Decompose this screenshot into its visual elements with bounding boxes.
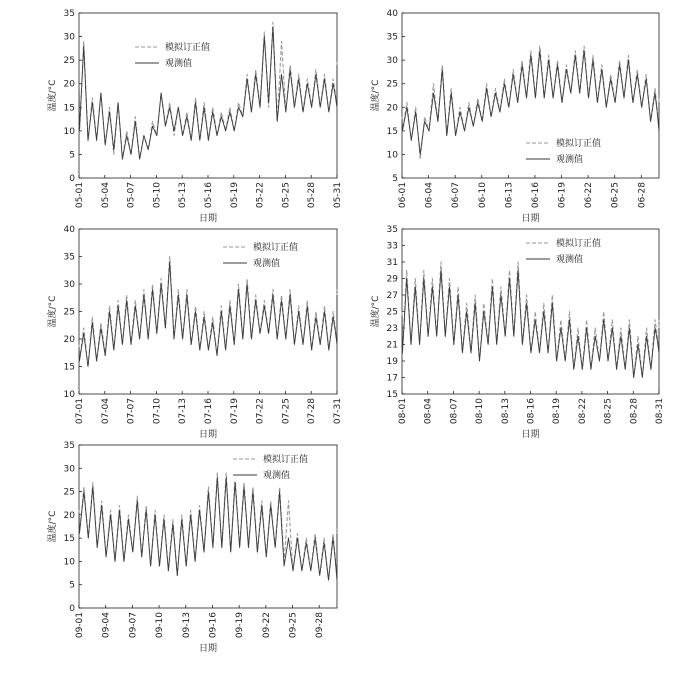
x-tick-label: 07-25 xyxy=(281,398,292,425)
x-tick-label: 06-16 xyxy=(530,182,541,209)
x-axis-title: 日期 xyxy=(198,214,218,224)
x-tick-label: 06-19 xyxy=(557,182,568,209)
x-tick-label: 05-19 xyxy=(229,181,240,209)
x-tick-label: 09-16 xyxy=(208,612,219,639)
x-tick-label: 07-10 xyxy=(152,398,163,425)
series-observed-line xyxy=(79,478,337,580)
x-tick-label: 07-13 xyxy=(178,398,189,425)
y-tick-label: 15 xyxy=(63,362,75,373)
y-tick-label: 35 xyxy=(386,225,398,235)
y-tick-label: 35 xyxy=(63,9,75,19)
x-tick-label: 09-07 xyxy=(128,612,139,639)
x-tick-label: 08-16 xyxy=(526,398,537,425)
y-tick-label: 15 xyxy=(386,126,398,137)
y-tick-label: 0 xyxy=(69,174,75,184)
y-tick-label: 25 xyxy=(63,56,75,67)
x-tick-label: 09-28 xyxy=(315,612,326,639)
legend xyxy=(230,452,320,482)
x-axis-title: 日期 xyxy=(521,430,540,440)
legend xyxy=(523,136,613,166)
x-tick-label: 06-01 xyxy=(398,182,408,209)
y-tick-label: 35 xyxy=(63,441,75,451)
x-tick-label: 05-28 xyxy=(307,182,318,209)
y-tick-label: 25 xyxy=(63,487,75,498)
x-axis-title: 日期 xyxy=(521,214,540,224)
legend xyxy=(523,236,613,266)
y-tick-label: 33 xyxy=(386,241,398,252)
legend-observed-label: 观测值 xyxy=(556,155,584,165)
x-tick-label: 09-04 xyxy=(101,612,112,639)
x-tick-label: 08-01 xyxy=(398,398,408,425)
y-tick-label: 30 xyxy=(63,464,75,475)
y-tick-label: 17 xyxy=(386,373,398,384)
y-axis-title: 温度/°C xyxy=(48,510,58,543)
x-tick-label: 09-13 xyxy=(181,612,192,639)
legend-observed-label: 观测值 xyxy=(253,259,281,269)
x-tick-label: 05-16 xyxy=(204,182,214,209)
x-tick-label: 09-01 xyxy=(75,612,85,639)
x-tick-label: 05-22 xyxy=(255,182,266,209)
x-tick-label: 09-25 xyxy=(288,612,299,639)
y-tick-label: 10 xyxy=(63,557,75,568)
y-tick-label: 30 xyxy=(63,280,75,290)
series-observed-line xyxy=(402,270,659,377)
y-axis-title: 温度/°C xyxy=(371,79,381,112)
y-tick-label: 15 xyxy=(63,103,75,114)
panel-july xyxy=(46,225,343,440)
y-tick-label: 10 xyxy=(63,126,75,137)
panel-september xyxy=(46,441,337,654)
y-tick-label: 20 xyxy=(386,103,398,114)
y-tick-label: 5 xyxy=(392,174,398,184)
x-tick-label: 06-13 xyxy=(504,182,515,209)
x-tick-label: 08-22 xyxy=(577,398,588,425)
legend-simulated-label: 模拟订正值 xyxy=(556,139,602,149)
x-tick-label: 06-10 xyxy=(477,182,488,209)
y-tick-label: 20 xyxy=(63,335,75,345)
y-tick-label: 25 xyxy=(63,307,75,318)
x-tick-label: 05-04 xyxy=(100,182,111,209)
legend-simulated-label: 模拟订正值 xyxy=(253,243,299,253)
x-tick-label: 05-13 xyxy=(178,182,189,209)
y-tick-label: 31 xyxy=(386,258,398,268)
x-tick-label: 08-19 xyxy=(552,398,563,425)
x-tick-label: 05-07 xyxy=(126,182,137,209)
x-tick-label: 08-04 xyxy=(423,398,434,425)
y-tick-label: 0 xyxy=(69,604,75,614)
y-tick-label: 20 xyxy=(63,79,75,90)
x-tick-label: 06-04 xyxy=(424,182,435,209)
y-axis-title: 温度/°C xyxy=(48,79,58,112)
x-tick-label: 07-07 xyxy=(126,398,137,425)
y-tick-label: 27 xyxy=(386,291,398,301)
legend-simulated-label: 模拟订正值 xyxy=(165,43,211,53)
y-tick-label: 29 xyxy=(386,274,398,285)
x-tick-label: 07-19 xyxy=(229,398,240,425)
panel-june xyxy=(369,9,659,224)
panel-august xyxy=(369,225,665,440)
y-tick-label: 30 xyxy=(386,56,398,67)
legend-simulated-label: 模拟订正值 xyxy=(263,455,309,465)
y-tick-label: 15 xyxy=(386,390,398,400)
legend-observed-label: 观测值 xyxy=(556,255,584,265)
x-tick-label: 09-10 xyxy=(155,612,166,639)
y-tick-label: 10 xyxy=(386,150,398,161)
x-tick-label: 08-25 xyxy=(603,398,614,425)
x-tick-label: 06-25 xyxy=(610,182,621,209)
y-tick-label: 19 xyxy=(386,357,398,367)
x-tick-label: 07-16 xyxy=(204,398,214,425)
y-axis-title: 温度/°C xyxy=(371,295,381,328)
x-tick-label: 05-10 xyxy=(152,182,163,209)
x-tick-label: 08-07 xyxy=(449,398,460,425)
y-tick-label: 25 xyxy=(386,307,398,318)
series-observed-line xyxy=(79,262,337,367)
x-tick-label: 07-31 xyxy=(333,398,343,425)
legend-simulated-label: 模拟订正值 xyxy=(556,239,602,249)
x-axis-title: 日期 xyxy=(198,430,218,440)
panel-may xyxy=(46,9,343,224)
y-tick-label: 20 xyxy=(63,510,75,521)
x-tick-label: 08-31 xyxy=(655,398,665,425)
x-tick-label: 06-28 xyxy=(637,182,648,209)
x-tick-label: 09-19 xyxy=(235,612,246,639)
x-tick-label: 07-22 xyxy=(255,398,266,425)
y-tick-label: 40 xyxy=(63,225,75,235)
legend-observed-label: 观测值 xyxy=(165,59,193,69)
x-tick-label: 06-22 xyxy=(584,182,595,209)
x-tick-label: 07-28 xyxy=(307,398,318,425)
y-tick-label: 21 xyxy=(386,340,398,351)
y-axis-title: 温度/°C xyxy=(48,295,58,328)
y-tick-label: 25 xyxy=(386,79,398,90)
legend-observed-label: 观测值 xyxy=(263,471,291,481)
x-tick-label: 09-22 xyxy=(261,612,272,639)
x-tick-label: 07-04 xyxy=(100,398,111,425)
y-tick-label: 15 xyxy=(63,534,75,545)
x-tick-label: 08-13 xyxy=(500,398,511,425)
y-tick-label: 40 xyxy=(386,9,398,19)
legend xyxy=(132,40,222,70)
y-tick-label: 30 xyxy=(63,32,75,43)
x-tick-label: 08-10 xyxy=(475,398,486,425)
y-tick-label: 35 xyxy=(63,252,75,263)
x-tick-label: 05-01 xyxy=(75,182,85,209)
legend xyxy=(220,240,310,270)
y-tick-label: 35 xyxy=(386,32,398,43)
y-tick-label: 10 xyxy=(63,390,75,400)
y-tick-label: 23 xyxy=(386,324,398,334)
y-tick-label: 5 xyxy=(69,150,75,161)
x-tick-label: 06-07 xyxy=(451,182,462,209)
x-tick-label: 05-31 xyxy=(333,182,343,209)
x-axis-title: 日期 xyxy=(198,644,218,654)
x-tick-label: 07-01 xyxy=(75,398,85,425)
plot-frame xyxy=(79,13,337,178)
x-tick-label: 08-28 xyxy=(629,398,640,425)
y-tick-label: 5 xyxy=(69,580,75,591)
x-tick-label: 05-25 xyxy=(281,182,292,209)
